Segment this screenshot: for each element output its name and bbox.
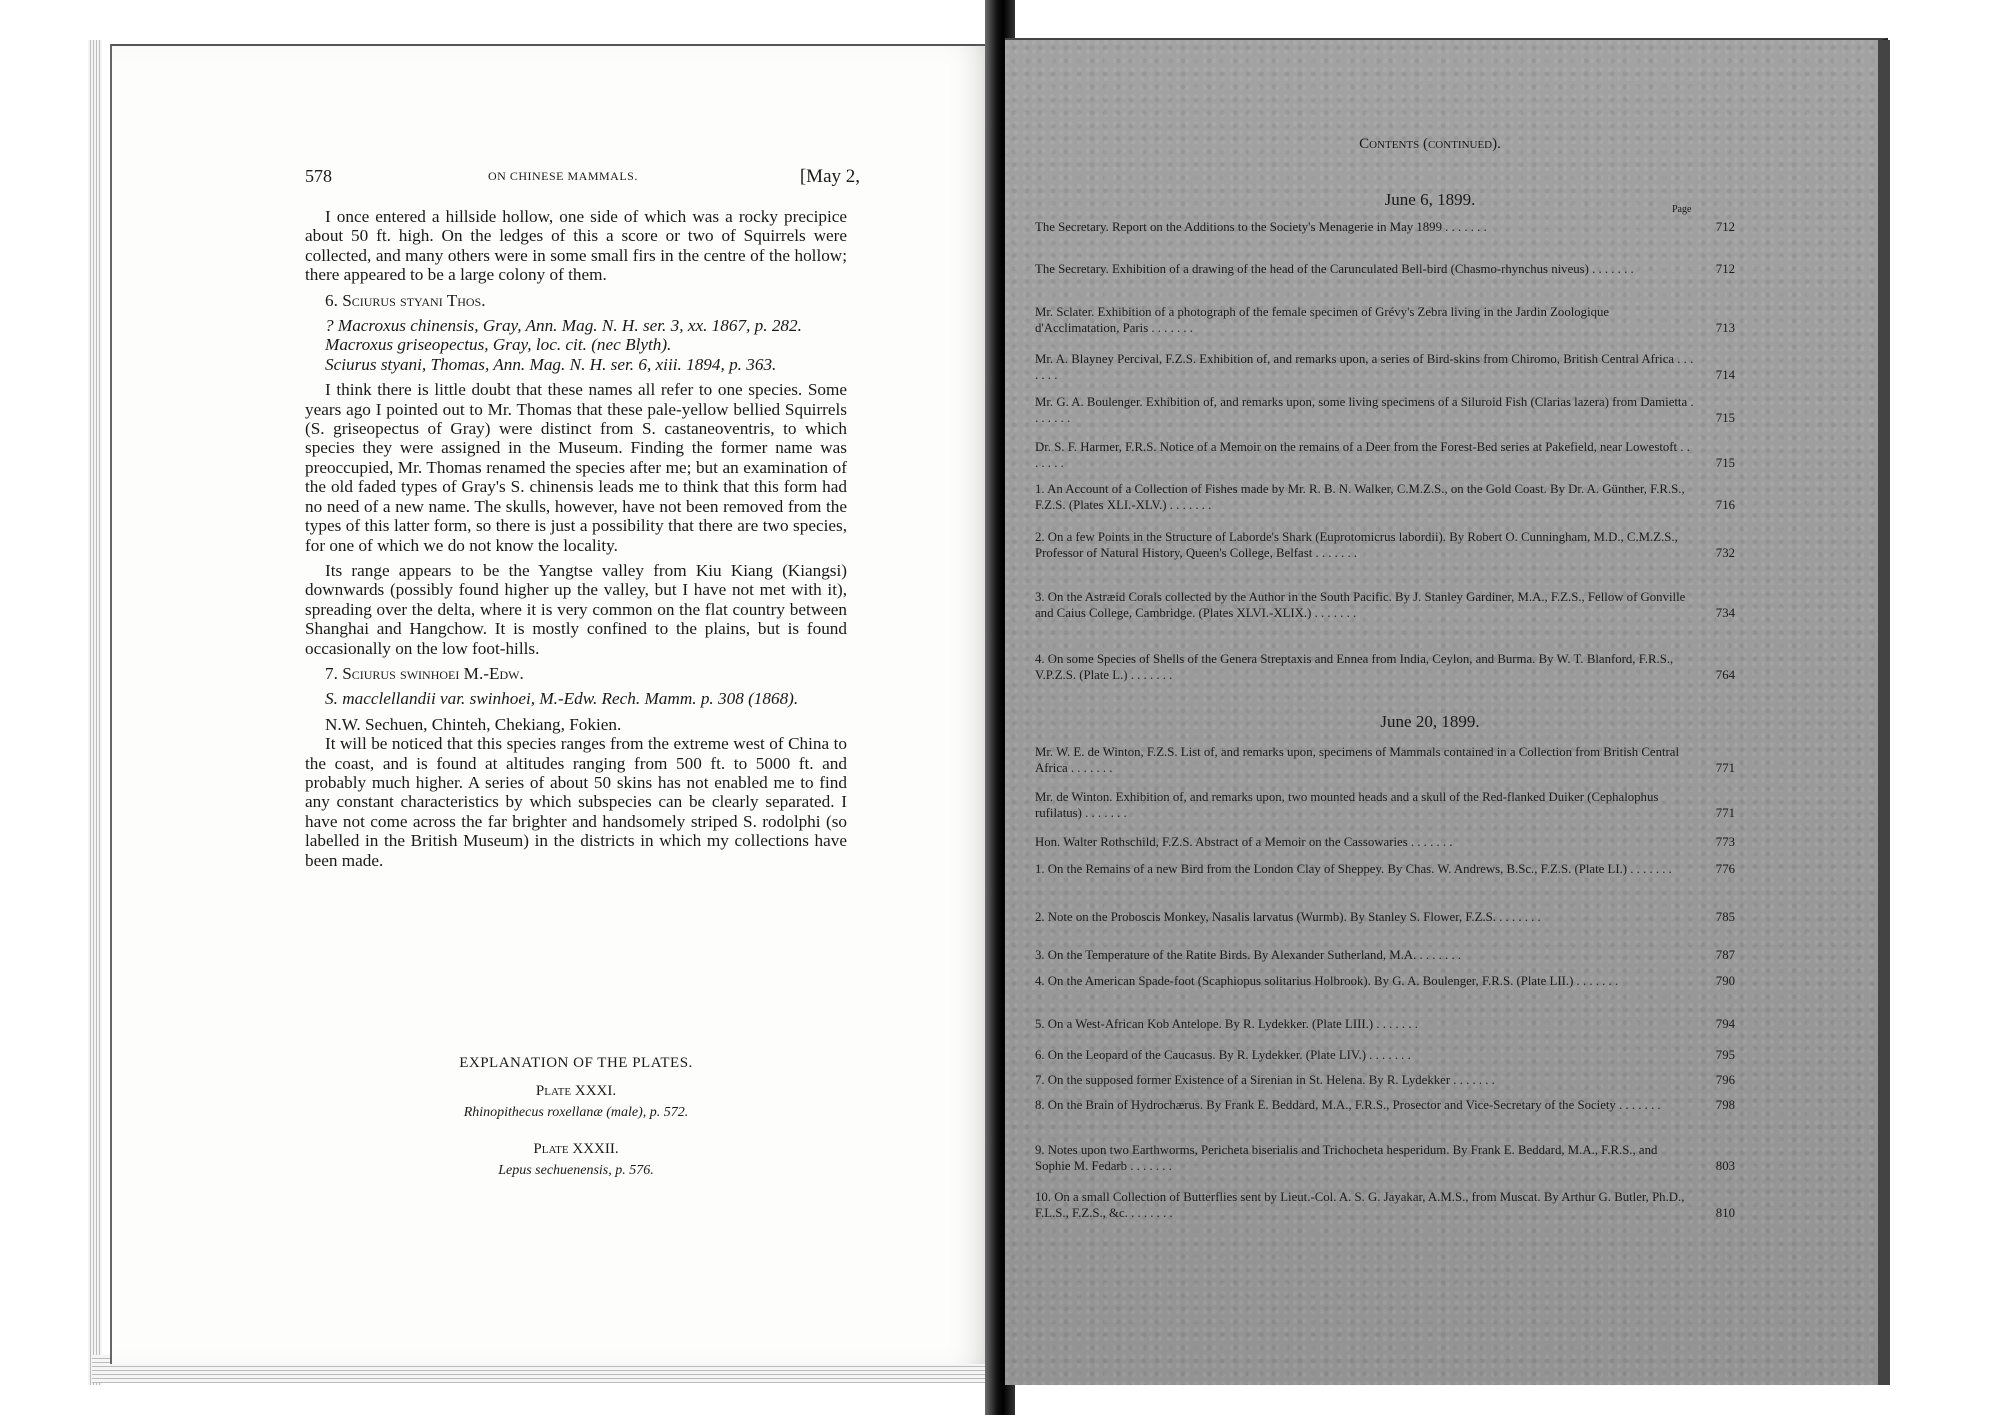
contents-entry [1035,530,1735,561]
entry-text: The Secretary. Report on the Additions to the Society's Menagerie in May 1899 . . . . . . . [1035,220,1487,234]
entry-page-number: 715 [1715,455,1735,470]
header-date: [May 2, [799,166,860,187]
entry-page-number: 787 [1715,948,1735,962]
entry-text: 2. On a few Points in the Structure of Laborde's Shark (Euprotomicrus labordii). By Robert O. Cunningham, M.D., C.M.Z.S., Professor of Natural History, Queen's College, Belfast . . . . . . . [1035,530,1678,560]
entry-page-number: 771 [1715,760,1735,775]
entry-text: 6. On the Leopard of the Caucasus. By R. Lydekker. (Plate LIV.) . . . . . . . [1035,1048,1411,1062]
entry-page-number: 764 [1715,667,1735,682]
contents-entry [1035,948,1735,964]
entry-page-number: 803 [1715,1158,1735,1173]
synonym-ref: Sciurus styani, Thomas, Ann. Mag. N. H. ser. 6, xiii. 1894, p. 363. [325,354,777,374]
entry-text: 5. On a West-African Kob Antelope. By R. Lydekker. (Plate LIII.) . . . . . . . [1035,1017,1418,1031]
entry-page-number: 798 [1715,1098,1735,1112]
paragraph: N.W. Sechuen, Chinteh, Chekiang, Fokien. [325,714,622,734]
entry-text: Dr. S. F. Harmer, F.R.S. Notice of a Memoir on the remains of a Deer from the Forest-Bed series at Pakefield, near Lowestoft . . . . . . . [1035,440,1690,470]
entry-page-number: 715 [1715,410,1735,425]
entry-text: 9. Notes upon two Earthworms, Pericheta biserialis and Trichocheta hesperidum. By Frank E. Beddard, M.A., F.R.S., and Sophie M. Fedarb . . . . . . . [1035,1143,1658,1173]
entry-page-number: 773 [1715,835,1735,849]
synonym-ref: ? Macroxus chinensis, Gray, Ann. Mag. N. H. ser. 3, xx. 1867, p. 282. [325,316,802,336]
entry-page-number: 714 [1715,367,1735,382]
explanation-heading: EXPLANATION OF THE PLATES. [459,1055,693,1071]
entry-text: 10. On a small Collection of Butterflies sent by Lieut.-Col. A. S. G. Jayakar, A.M.S., from Muscat. By Arthur G. Butler, Ph.D., F.L.S., F.Z.S., &c. . . . . . . . [1035,1190,1685,1220]
entry-text: The Secretary. Exhibition of a drawing of the head of the Carunculated Bell-bird (Chasmo-rhynchus niveus) . . . . . . . [1035,262,1634,276]
entry-page-number: 785 [1715,910,1735,924]
running-title: ON CHINESE MAMMALS. [488,169,638,183]
contents-title: Contents (continued). [1359,136,1501,152]
right-page-edge [1878,40,1890,1385]
contents-entry [1035,790,1735,821]
plate-caption: Rhinopithecus roxellanæ (male), p. 572. [463,1105,689,1120]
contents-entry [1035,305,1735,336]
entry-text: Mr. Sclater. Exhibition of a photograph of the female specimen of Grévy's Zebra living in the Jardin Zoologique d'Acclimatation, Paris . . . . . . . [1035,305,1610,335]
contents-entry [1035,652,1735,683]
entry-page-number: 810 [1715,1205,1735,1220]
entry-text: Hon. Walter Rothschild, F.Z.S. Abstract of a Memoir on the Cassowaries . . . . . . . [1035,835,1453,849]
paragraph: I think there is little doubt that these names all refer to one species. Some years ago I pointed out to Mr. Thomas that these pale-yellow bellied Squirrels (S. griseopectus of Gray) were distinct from S. castaneoventris, to which species they were assigned in the Museum. Finding the former name was preoccupied, Mr. Thomas renamed the species after me; but an examination of the old faded types of Gray's S. chinensis leads me to think that this form had no need of a new name. The skulls, however, have not been removed from the types of this latter form, so there is just a possibility that there are two species, for one of which we do not know the locality. [305,380,847,555]
entry-text: 8. On the Brain of Hydrochærus. By Frank E. Beddard, M.A., F.R.S., Prosector and Vice-Secretary of the Society . . . . . . . [1035,1098,1661,1112]
entry-text: 2. Note on the Proboscis Monkey, Nasalis larvatus (Wurmb). By Stanley S. Flower, F.Z.S. . . . . . . . [1035,910,1541,924]
left-body-text [305,207,847,876]
contents-entry [1035,745,1735,776]
species-heading: 7. Sciurus swinhoei M.-Edw. [325,663,524,683]
meeting-date: June 20, 1899. [1380,712,1480,731]
contents-entry [1035,395,1735,426]
entry-text: 4. On the American Spade-foot (Scaphiopus solitarius Holbrook). By G. A. Boulenger, F.R.S. (Plate LII.) . . . . . . . [1035,974,1619,988]
contents-entry [1035,440,1735,471]
contents-entry [1035,1017,1735,1033]
synonym-ref: S. macclellandii var. swinhoei, M.-Edw. Rech. Mamm. p. 308 (1868). [325,689,799,709]
contents-entry [1035,220,1735,236]
contents-entry [1035,974,1735,990]
entry-page-number: 794 [1715,1017,1735,1031]
species-heading: 6. Sciurus styani Thos. [325,290,486,310]
entry-page-number: 796 [1715,1073,1735,1087]
page-column-label: Page [1672,204,1692,215]
contents-entry [1035,1190,1735,1221]
contents-entry [1035,835,1735,851]
contents-entry [1035,1048,1735,1064]
contents-entry [1035,862,1735,878]
meeting-date: June 6, 1899. [1384,190,1476,209]
paragraph: It will be noticed that this species ranges from the extreme west of China to the coast, and is found at altitudes ranging from 500 ft. to 5000 ft. and probably much higher. A series of about 50 skins has not enabled me to find any constant characteristics by which subspecies can be clearly separated. I have not come across the far brighter and handsomely striped S. rodolphi (so labelled in the British Museum) in the districts in which my collections have been made. [305,734,847,870]
entry-page-number: 712 [1715,262,1735,276]
plate-caption: Lepus sechuenensis, p. 576. [498,1163,654,1178]
book-page-edges-left [88,40,102,1385]
contents-entry [1035,910,1735,926]
entry-page-number: 771 [1715,805,1735,820]
contents-entry [1035,262,1735,278]
contents-entry [1035,1098,1735,1114]
paragraph: I once entered a hillside hollow, one side of which was a rocky precipice about 50 ft. high. On the ledges of this a score or two of Squirrels were collected, and many others were in some small firs in the centre of the hollow; there appeared to be a large colony of them. [305,207,847,285]
entry-page-number: 790 [1715,974,1735,988]
entry-text: Mr. G. A. Boulenger. Exhibition of, and remarks upon, some living specimens of a Siluroid Fish (Clarias lazera) from Damietta . . . . . . . [1035,395,1694,425]
page-number: 578 [305,166,332,186]
contents-entry [1035,1073,1735,1089]
entry-text: 4. On some Species of Shells of the Genera Streptaxis and Ennea from India, Ceylon, and Burma. By W. T. Blanford, F.R.S., V.P.Z.S. (Plate L.) . . . . . . . [1035,652,1674,682]
entry-text: 3. On the Astræid Corals collected by the Author in the South Pacific. By J. Stanley Gardiner, M.A., F.Z.S., Fellow of Gonville and Caius College, Cambridge. (Plates XLVI.-XLIX.) . . . . . . . [1035,590,1686,620]
entry-text: Mr. A. Blayney Percival, F.Z.S. Exhibition of, and remarks upon, a series of Bird-skins from Chiromo, British Central Africa . . . . . . . [1035,352,1694,382]
entry-text: Mr. W. E. de Winton, F.Z.S. List of, and remarks upon, specimens of Mammals contained in a Collection from British Central Africa . . . . . . . [1035,745,1680,775]
entry-page-number: 713 [1715,320,1735,335]
contents-entry [1035,590,1735,621]
entry-page-number: 734 [1715,605,1735,620]
entry-page-number: 712 [1715,220,1735,234]
entry-page-number: 776 [1715,862,1735,876]
entry-text: 3. On the Temperature of the Ratite Birds. By Alexander Sutherland, M.A. . . . . . . . [1035,948,1462,962]
synonym-ref: Macroxus griseopectus, Gray, loc. cit. (nec Blyth). [325,335,672,355]
plates-explanation [305,1052,847,1196]
entry-page-number: 716 [1715,497,1735,512]
contents-entry [1035,482,1735,513]
entry-text: 1. On the Remains of a new Bird from the London Clay of Sheppey. By Chas. W. Andrews, B.Sc., F.Z.S. (Plate LI.) . . . . . . . [1035,862,1672,876]
contents-entry [1035,352,1735,383]
entry-text: 7. On the supposed former Existence of a Sirenian in St. Helena. By R. Lydekker . . . . . . . [1035,1073,1495,1087]
entry-text: 1. An Account of a Collection of Fishes made by Mr. R. B. N. Walker, C.M.Z.S., on the Gold Coast. By Dr. A. Günther, F.R.S., F.Z.S. (Plates XLI.-XLV.) . . . . . . . [1035,482,1685,512]
entry-text: Mr. de Winton. Exhibition of, and remarks upon, two mounted heads and a skull of the Red-flanked Duiker (Cephalophus rufilatus) . . . . . . . [1035,790,1659,820]
plate-label: Plate XXXII. [533,1141,619,1157]
plate-label: Plate XXXI. [535,1083,617,1099]
contents-entry [1035,1143,1735,1174]
entry-page-number: 732 [1715,545,1735,560]
paragraph: Its range appears to be the Yangtse valley from Kiu Kiang (Kiangsi) downwards (possibly found higher up the valley, but I have not met with it), spreading over the delta, where it is very common on the flat country between Shanghai and Hangchow. It is mostly confined to the plains, but is found occasionally on the low foot-hills. [305,560,847,658]
entry-page-number: 795 [1715,1048,1735,1062]
